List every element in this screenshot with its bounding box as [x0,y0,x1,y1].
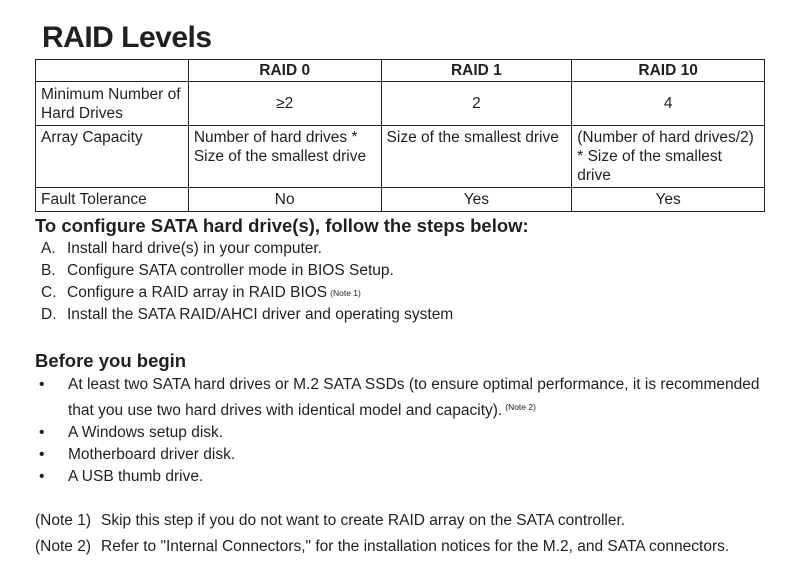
step-text: Install hard drive(s) in your computer. [67,240,322,257]
footnote-label: (Note 1) [35,512,91,529]
table-row [36,188,765,212]
table-row [36,126,765,188]
bullet-text: A Windows setup disk. [68,424,224,441]
cell-raid0-capacity: Number of hard drives * Size of the smallest drive [188,126,381,188]
cell-raid10-min-drives: 4 [572,82,765,126]
bullet-text: A USB thumb drive. [68,468,204,485]
bullet-text: At least two SATA hard drives or M.2 SATA SSDs (to ensure optimal performance, it is recommended that you use two hard drives with identical model and capacity). [68,376,760,419]
footnote [35,536,729,562]
footnote [35,510,729,536]
step-text: Install the SATA RAID/AHCI driver and operating system [67,306,454,323]
note-reference: (Note 1) [330,288,361,298]
before-heading: Before you begin [35,350,187,371]
table-header-raid0: RAID 0 [188,60,381,82]
table-header-raid1: RAID 1 [381,60,572,82]
list-item [41,238,453,260]
table-header-row [36,60,765,82]
before-list [39,374,774,488]
step-marker: B. [41,262,56,279]
footnote-label: (Note 2) [35,538,91,555]
bullet-text: Motherboard driver disk. [68,446,236,463]
bullet-icon: • [39,376,45,393]
list-item [41,282,453,304]
list-item [41,304,453,326]
cell-raid1-capacity: Size of the smallest drive [381,126,572,188]
raid-levels-table [35,59,765,212]
bullet-icon: • [39,424,45,441]
cell-raid0-min-drives: ≥2 [188,82,381,126]
cell-raid1-min-drives: 2 [381,82,572,126]
step-text: Configure a RAID array in RAID BIOS [67,284,328,301]
list-item [39,374,774,422]
list-item [39,466,774,488]
step-marker: C. [41,284,57,301]
note-reference: (Note 2) [505,402,536,412]
list-item [39,444,774,466]
table-row [36,82,765,126]
cell-raid10-capacity: (Number of hard drives/2) * Size of the smallest drive [572,126,765,188]
list-item [41,260,453,282]
cell-raid1-fault-tolerance: Yes [381,188,572,212]
footnotes [35,510,729,562]
step-text: Configure SATA controller mode in BIOS Setup. [67,262,394,279]
steps-heading: To configure SATA hard drive(s), follow the steps below: [35,215,529,236]
page-title: RAID Levels [42,21,212,54]
bullet-icon: • [39,446,45,463]
footnote-text: Skip this step if you do not want to create RAID array on the SATA controller. [101,512,626,529]
row-label-capacity: Array Capacity [36,126,189,188]
steps-list [41,238,453,326]
footnote-text: Refer to "Internal Connectors," for the installation notices for the M.2, and SATA connectors. [101,538,730,555]
bullet-icon: • [39,468,45,485]
step-marker: A. [41,240,56,257]
table-header-raid10: RAID 10 [572,60,765,82]
row-label-fault-tolerance: Fault Tolerance [36,188,189,212]
list-item [39,422,774,444]
cell-raid0-fault-tolerance: No [188,188,381,212]
row-label-min-drives: Minimum Number of Hard Drives [36,82,189,126]
table-header-empty [36,60,189,82]
cell-raid10-fault-tolerance: Yes [572,188,765,212]
step-marker: D. [41,306,57,323]
